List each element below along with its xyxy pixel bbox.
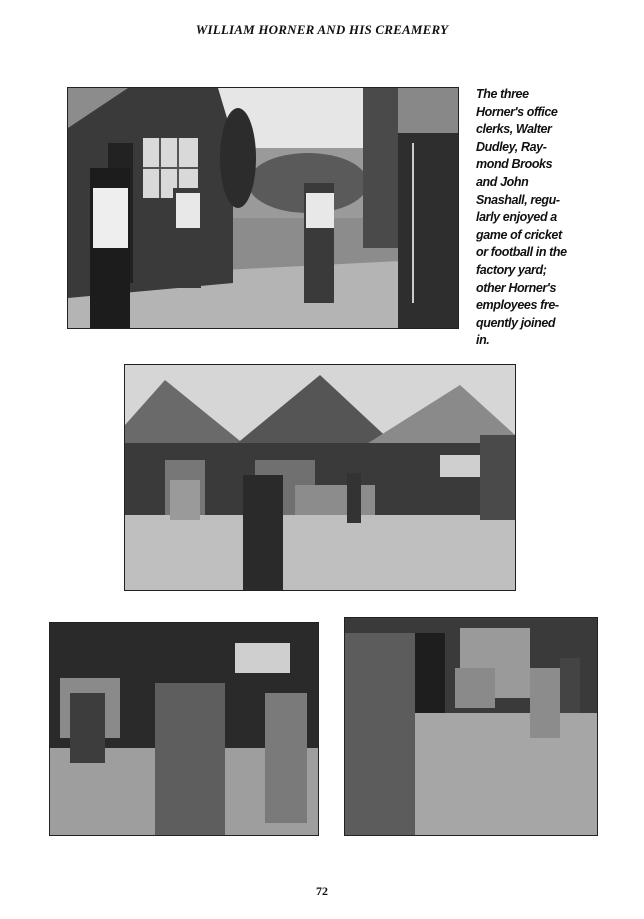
page-number: 72 [316,884,328,898]
photo-caption: The three Horner's office clerks, Walter Dudley, Ray- mond Brooks and John Snashall, regu- larly enjoyed a game of cricket or football in the factory yard; other Horner's employees fre- quently joined in. [476,87,567,348]
photo-three-clerks [67,87,459,329]
photo-game-bottom-right [344,617,598,836]
photo-game-bottom-left [49,622,319,836]
running-header: WILLIAM HORNER AND HIS CREAMERY [195,22,449,37]
photo-factory-sheds [124,364,516,591]
